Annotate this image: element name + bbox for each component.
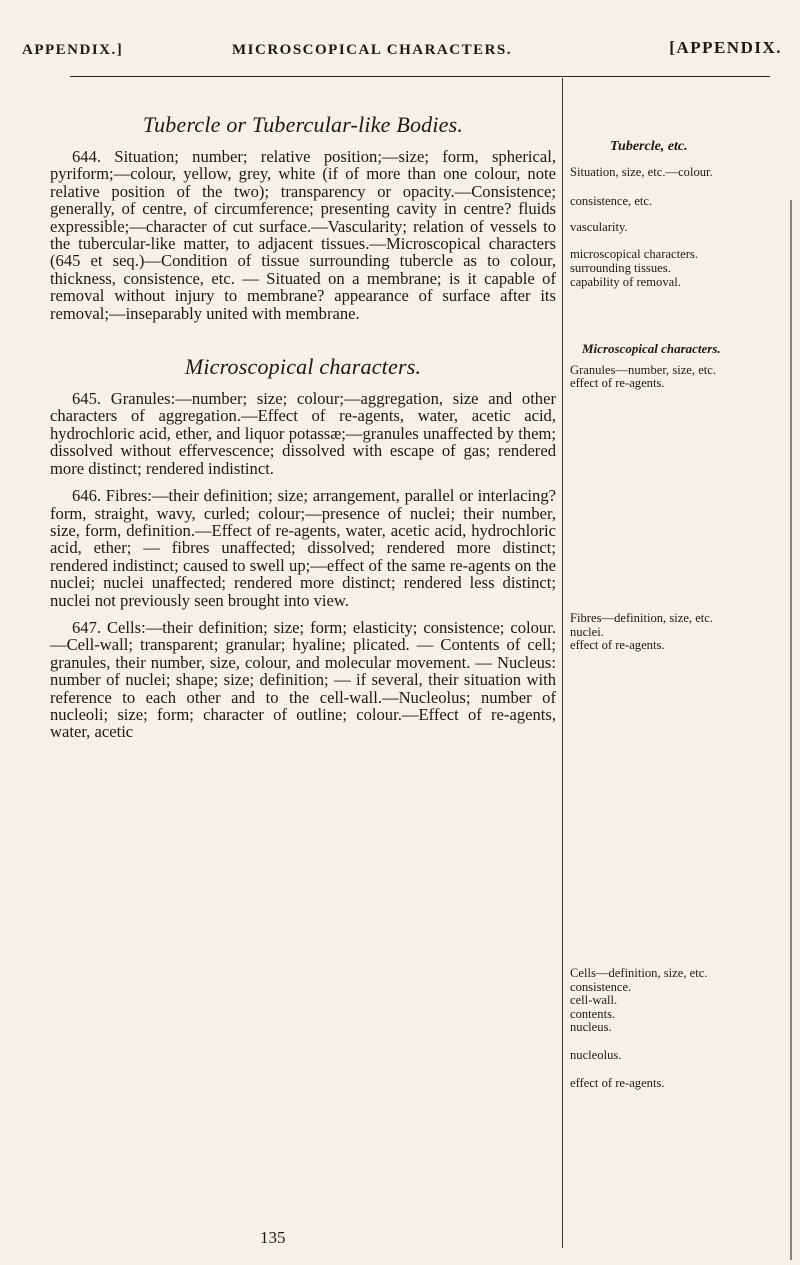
section-heading-microscopical: Microscopical characters. bbox=[184, 354, 422, 380]
margin-note: microscopical characters. bbox=[570, 247, 698, 262]
running-head-center: MICROSCOPICAL CHARACTERS. bbox=[232, 42, 513, 58]
margin-notes-list-1 bbox=[570, 166, 770, 290]
page-number: 135 bbox=[260, 1228, 286, 1247]
margin-note: cell-wall. bbox=[570, 993, 618, 1008]
section-heading-tubercle: Tubercle or Tubercular-like Bodies. bbox=[142, 112, 464, 137]
running-head bbox=[22, 38, 782, 68]
margin-notes-list-3 bbox=[570, 612, 770, 653]
margin-notes-list-2 bbox=[570, 364, 770, 391]
margin-title-tubercle: Tubercle, etc. bbox=[610, 139, 688, 154]
margin-notes-list-4 bbox=[570, 967, 770, 1090]
margin-note: nucleolus. bbox=[570, 1047, 622, 1062]
margin-note: capability of removal. bbox=[570, 274, 681, 289]
margin-note: Granules—number, size, etc. bbox=[570, 362, 717, 377]
margin-note: effect of re-agents. bbox=[570, 638, 665, 653]
margin-group-4 bbox=[570, 967, 770, 1090]
margin-group-3 bbox=[570, 612, 770, 653]
header-rule bbox=[70, 76, 770, 77]
margin-note: effect of re-agents. bbox=[570, 376, 665, 391]
margin-note: consistence. bbox=[570, 979, 632, 994]
margin-note: nuclei. bbox=[570, 624, 604, 639]
margin-title-microscopical: Microscopical characters. bbox=[582, 341, 721, 356]
margin-group-1 bbox=[570, 140, 770, 289]
page-edge-shadow bbox=[790, 200, 792, 1260]
margin-note: consistence, etc. bbox=[570, 194, 653, 209]
margin-note: effect of re-agents. bbox=[570, 1075, 665, 1090]
margin-note: contents. bbox=[570, 1006, 616, 1021]
margin-note: Cells—definition, size, etc. bbox=[570, 966, 708, 980]
running-head-right: [APPENDIX. bbox=[669, 38, 782, 57]
main-text-column bbox=[50, 112, 556, 741]
margin-group-2 bbox=[570, 342, 770, 391]
margin-note: vascularity. bbox=[570, 219, 628, 234]
paragraph-645: 645. Granules:—number; size; colour;—aggregation, size and other characters of aggregation.—Effect of re-agents, water, acetic acid, hydrochloric acid, ether, and liquor potassæ;—granules unaffected by them; dissolved without effervescence; dissolved with escape of gas; rendered more distinct; rendered indistinct. bbox=[50, 389, 556, 478]
paragraph-647: 647. Cells:—their definition; size; form; elasticity; consistence; colour.—Cell-wall; transparent; granular; hyaline; plicated. — Contents of cell; granules, their number, size, colour, and molecular movement. — Nucleus: number of nuclei; shape; size; definition; — if several, their situation with reference to each other and to the cell-wall.—Nucleolus; number of nucleoli; size; form; character of outline; colour.—Effect of re-agents, water, acetic bbox=[50, 617, 556, 742]
paragraph-646: 646. Fibres:—their definition; size; arrangement, parallel or interlacing? form, straight, wavy, curled; colour;—presence of nuclei; their number, size, form, definition.—Effect of re-agents, water, acetic acid, hydrochloric acid, ether; — fibres unaffected; dissolved; rendered more distinct; rendered indistinct; caused to swell up;—effect of the same re-agents on the nuclei; nuclei unaffected; rendered more distinct; rendered less distinct; nuclei not previously seen brought into view. bbox=[50, 486, 556, 610]
paragraph-644: 644. Situation; number; relative position;—size; form, spherical, pyriform;—colour, yellow, grey, white (if of more than one colour, note relative position of the two); transparency or opacity.—Consistence; generally, of centre, of circumference; presenting cavity in centre? fluids expressible;—character of cut surface.—Vascularity; relation of vessels to the tubercular-like matter, to adjacent tissues.—Microscopical characters (645 et seq.)—Condition of tissue surrounding tubercle as to colour, thickness, consistence, etc. — Situated on a membrane; is it capable of removal without injury to membrane? appearance of surface after its removal;—inseparably united with membrane. bbox=[50, 147, 556, 323]
margin-note: Situation, size, etc.—colour. bbox=[570, 164, 713, 179]
margin-note: Fibres—definition, size, etc. bbox=[570, 611, 714, 625]
running-head-left: APPENDIX.] bbox=[22, 42, 124, 58]
margin-note: nucleus. bbox=[570, 1020, 612, 1035]
margin-note: surrounding tissues. bbox=[570, 260, 671, 275]
margin-column-divider bbox=[562, 78, 563, 1248]
